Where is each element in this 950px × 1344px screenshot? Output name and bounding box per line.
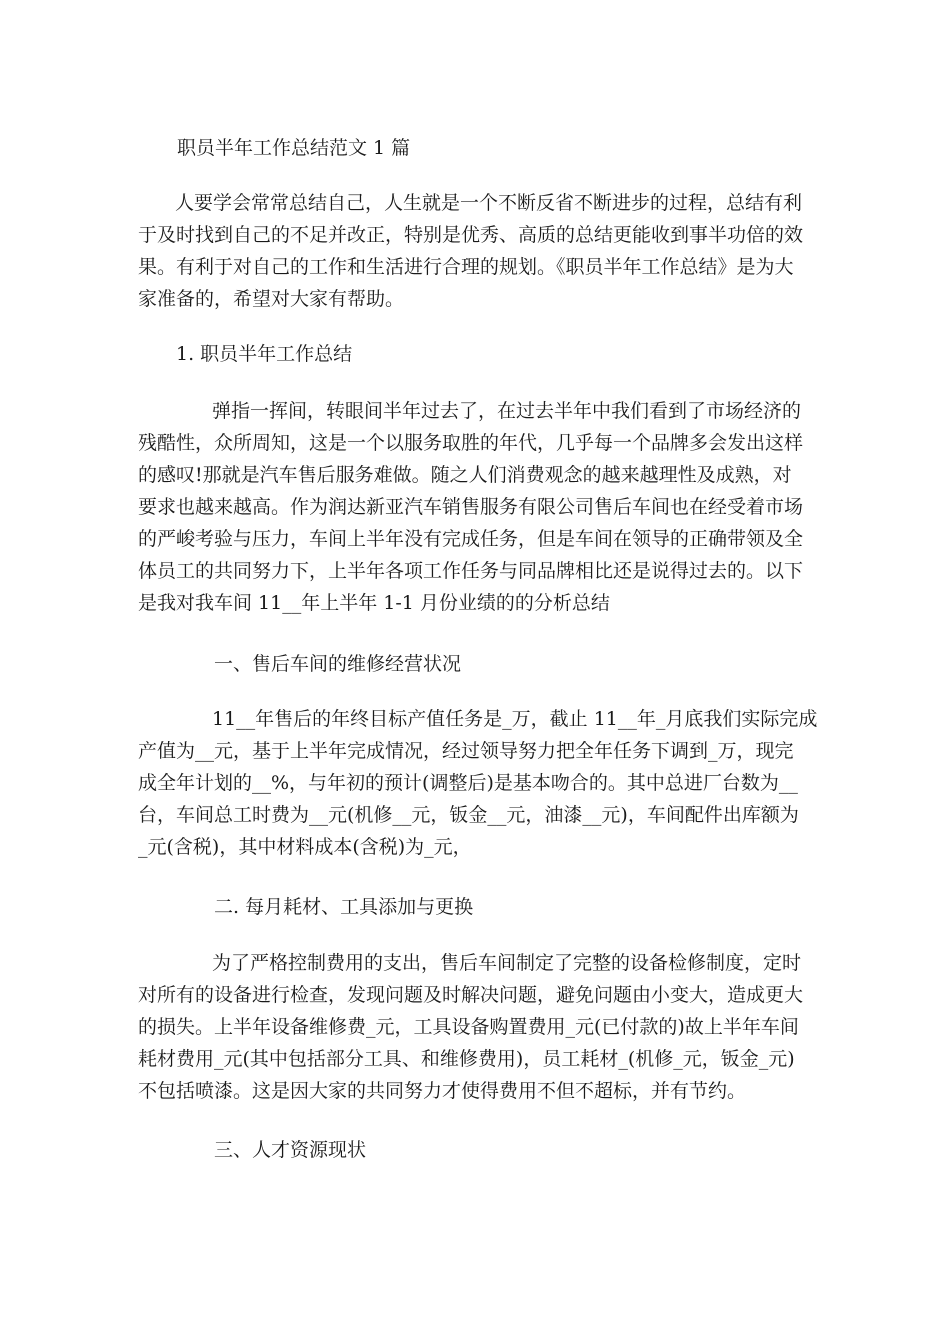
paragraph-line: 为了严格控制费用的支出，售后车间制定了完整的设备检修制度，定时: [212, 952, 802, 974]
paragraph-line: 弹指一挥间，转眼间半年过去了，在过去半年中我们看到了市场经济的: [212, 400, 802, 422]
paragraph-line: 残酷性，众所周知，这是一个以服务取胜的年代，几乎每一个品牌多会发出这样: [138, 432, 804, 454]
paragraph-line: 人要学会常常总结自己，人生就是一个不断反省不断进步的过程，总结有利: [175, 192, 803, 214]
paragraph-line: _元(含税)，其中材料成本(含税)为_元，: [138, 836, 472, 858]
paragraph-line: 成全年计划的__%，与年初的预计(调整后)是基本吻合的。其中总进厂台数为__: [138, 772, 798, 794]
section-b-paragraph: [138, 947, 812, 1107]
paragraph-line: 家准备的，希望对大家有帮助。: [138, 288, 405, 310]
section-heading-b: 二. 每月耗材、工具添加与更换: [214, 896, 474, 918]
paragraph-line: 的严峻考验与压力，车间上半年没有完成任务，但是车间在领导的正确带领及全: [138, 528, 804, 550]
section-heading-c: 三、人才资源现状: [214, 1139, 367, 1161]
paragraph-line: 不包括喷漆。这是因大家的共同努力才使得费用不但不超标，并有节约。: [138, 1080, 747, 1102]
section-heading-a: 一、售后车间的维修经营状况: [214, 653, 462, 675]
paragraph-line: 的感叹!那就是汽车售后服务难做。随之人们消费观念的越来越理性及成熟，对: [138, 464, 792, 486]
section1-paragraph: [138, 395, 812, 619]
paragraph-line: 对所有的设备进行检查，发现问题及时解决问题，避免问题由小变大，造成更大: [138, 984, 804, 1006]
paragraph-line: 是我对我车间 11__年上半年 1-1 月份业绩的的分析总结: [138, 592, 610, 614]
intro-paragraph: [138, 187, 812, 315]
section-a-paragraph: [138, 703, 818, 863]
paragraph-line: 于及时找到自己的不足并改正，特别是优秀、高质的总结更能收到事半功倍的效: [138, 224, 804, 246]
section-heading-1: 1. 职员半年工作总结: [176, 343, 353, 365]
document-title: 职员半年工作总结范文 1 篇: [177, 137, 411, 159]
paragraph-line: 体员工的共同努力下，上半年各项工作任务与同品牌相比还是说得过去的。以下: [138, 560, 804, 582]
paragraph-line: 产值为__元，基于上半年完成情况，经过领导努力把全年任务下调到_万，现完: [138, 740, 794, 762]
paragraph-line: 台，车间总工时费为__元(机修__元，钣金__元，油漆__元)，车间配件出库额为: [138, 804, 799, 826]
paragraph-line: 耗材费用_元(其中包括部分工具、和维修费用)，员工耗材_(机修_元，钣金_元): [138, 1048, 795, 1070]
paragraph-line: 果。有利于对自己的工作和生活进行合理的规划。《职员半年工作总结》是为大: [138, 256, 794, 278]
paragraph-line: 11__年售后的年终目标产值任务是_万，截止 11__年_月底我们实际完成: [212, 708, 818, 730]
paragraph-line: 的损失。上半年设备维修费_元，工具设备购置费用_元(已付款的)故上半年车间: [138, 1016, 799, 1038]
paragraph-line: 要求也越来越高。作为润达新亚汽车销售服务有限公司售后车间也在经受着市场: [138, 496, 804, 518]
